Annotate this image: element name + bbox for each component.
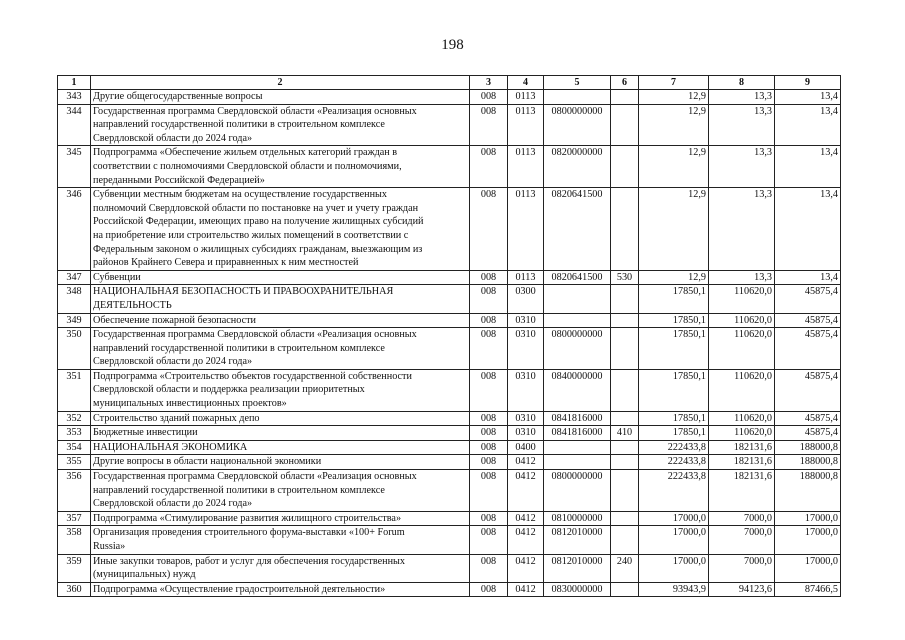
target-article-code: 0800000000 — [544, 104, 611, 146]
amount-col-8: 110620,0 — [709, 369, 775, 411]
table-row — [58, 270, 841, 285]
row-name-line: муниципальных инвестиционных проектов» — [93, 398, 287, 410]
row-name-line: Подпрограмма «Стимулирование развития жилищного строительства» — [93, 512, 402, 524]
table-row — [58, 426, 841, 441]
expense-type-code — [611, 90, 639, 105]
amount-col-8: 7000,0 — [709, 554, 775, 582]
amount-col-9: 188000,8 — [775, 455, 841, 470]
row-name-line: Государственная программа Свердловской области «Реализация основных — [93, 105, 417, 117]
target-article-code — [544, 285, 611, 313]
ministry-code: 008 — [470, 554, 508, 582]
ministry-code: 008 — [470, 582, 508, 597]
row-name — [91, 104, 470, 146]
amount-col-7: 12,9 — [639, 104, 709, 146]
row-name-line: Другие вопросы в области национальной экономики — [93, 456, 322, 468]
amount-col-8: 110620,0 — [709, 426, 775, 441]
amount-col-7: 17000,0 — [639, 554, 709, 582]
target-article-code — [544, 313, 611, 328]
column-header-6: 6 — [611, 76, 639, 90]
amount-col-7: 222433,8 — [639, 455, 709, 470]
row-name-line: Организация проведения строительного форума-выставки «100+ Forum — [93, 527, 405, 539]
amount-col-8: 110620,0 — [709, 411, 775, 426]
row-number: 355 — [58, 455, 91, 470]
row-name-line: (муниципальных) нужд — [93, 569, 196, 581]
row-name-line: переданными Российской Федерацией» — [93, 174, 265, 186]
target-article-code: 0820641500 — [544, 188, 611, 271]
column-header-7: 7 — [639, 76, 709, 90]
table-row — [58, 470, 841, 512]
amount-col-7: 17000,0 — [639, 526, 709, 554]
amount-col-9: 45875,4 — [775, 411, 841, 426]
ministry-code: 008 — [470, 455, 508, 470]
column-header-3: 3 — [470, 76, 508, 90]
amount-col-9: 87466,5 — [775, 582, 841, 597]
amount-col-7: 17850,1 — [639, 313, 709, 328]
amount-col-7: 17850,1 — [639, 411, 709, 426]
table-row — [58, 526, 841, 554]
row-name-line: НАЦИОНАЛЬНАЯ ЭКОНОМИКА — [93, 441, 248, 453]
row-name — [91, 470, 470, 512]
row-name-line: направлений государственной политики в строительном комплексе — [93, 119, 385, 131]
amount-col-9: 17000,0 — [775, 526, 841, 554]
row-number: 344 — [58, 104, 91, 146]
amount-col-9: 17000,0 — [775, 554, 841, 582]
row-name-line: Свердловской области до 2024 года» — [93, 356, 253, 368]
row-name-line: на приобретение или строительство жилых помещений в соответствии с — [93, 229, 409, 241]
table-row — [58, 285, 841, 313]
amount-col-7: 222433,8 — [639, 470, 709, 512]
target-article-code: 0820641500 — [544, 270, 611, 285]
row-name — [91, 440, 470, 455]
row-name-line: Другие общегосударственные вопросы — [93, 91, 263, 102]
row-name-line: полномочий Свердловской области по постановке на учет и учету граждан — [93, 202, 419, 214]
amount-col-8: 182131,6 — [709, 440, 775, 455]
target-article-code: 0820000000 — [544, 146, 611, 188]
target-article-code — [544, 440, 611, 455]
row-number: 346 — [58, 188, 91, 271]
expense-type-code — [611, 369, 639, 411]
row-name-line: Свердловской области до 2024 года» — [93, 498, 253, 510]
target-article-code: 0812010000 — [544, 554, 611, 582]
amount-col-7: 222433,8 — [639, 440, 709, 455]
row-name-line: Подпрограмма «Осуществление градостроительной деятельности» — [93, 583, 386, 595]
column-header-5: 5 — [544, 76, 611, 90]
table-row — [58, 90, 841, 105]
amount-col-8: 7000,0 — [709, 511, 775, 526]
page-number: 198 — [441, 37, 464, 53]
column-header-4: 4 — [508, 76, 544, 90]
row-number: 360 — [58, 582, 91, 597]
row-name-line: Подпрограмма «Строительство объектов государственной собственности — [93, 370, 412, 382]
amount-col-9: 13,4 — [775, 104, 841, 146]
row-name-line: Субвенции местным бюджетам на осуществление государственных — [93, 189, 387, 201]
column-header-1: 1 — [58, 76, 91, 90]
amount-col-8: 110620,0 — [709, 285, 775, 313]
table-row — [58, 511, 841, 526]
budget-table — [57, 75, 841, 597]
section-code: 0412 — [508, 511, 544, 526]
expense-type-code — [611, 146, 639, 188]
amount-col-8: 182131,6 — [709, 470, 775, 512]
section-code: 0412 — [508, 526, 544, 554]
row-name — [91, 411, 470, 426]
amount-col-9: 45875,4 — [775, 313, 841, 328]
target-article-code: 0840000000 — [544, 369, 611, 411]
amount-col-7: 17850,1 — [639, 285, 709, 313]
target-article-code: 0812010000 — [544, 526, 611, 554]
row-name-line: Государственная программа Свердловской области «Реализация основных — [93, 329, 417, 341]
row-name-line: направлений государственной политики в строительном комплексе — [93, 342, 385, 354]
section-code: 0412 — [508, 582, 544, 597]
target-article-code: 0810000000 — [544, 511, 611, 526]
section-code: 0412 — [508, 470, 544, 512]
row-name-line: направлений государственной политики в строительном комплексе — [93, 484, 385, 496]
amount-col-9: 13,4 — [775, 188, 841, 271]
table-row — [58, 313, 841, 328]
ministry-code: 008 — [470, 440, 508, 455]
row-name — [91, 455, 470, 470]
ministry-code: 008 — [470, 188, 508, 271]
expense-type-code: 240 — [611, 554, 639, 582]
ministry-code: 008 — [470, 90, 508, 105]
row-number: 347 — [58, 270, 91, 285]
amount-col-9: 45875,4 — [775, 328, 841, 370]
row-number: 343 — [58, 90, 91, 105]
amount-col-7: 93943,9 — [639, 582, 709, 597]
amount-col-7: 17850,1 — [639, 369, 709, 411]
expense-type-code — [611, 526, 639, 554]
ministry-code: 008 — [470, 511, 508, 526]
expense-type-code — [611, 470, 639, 512]
target-article-code — [544, 90, 611, 105]
section-code: 0113 — [508, 104, 544, 146]
row-name — [91, 526, 470, 554]
expense-type-code — [611, 313, 639, 328]
expense-type-code — [611, 104, 639, 146]
row-number: 349 — [58, 313, 91, 328]
expense-type-code — [611, 511, 639, 526]
amount-col-7: 17850,1 — [639, 328, 709, 370]
ministry-code: 008 — [470, 270, 508, 285]
row-name-line: Свердловской области до 2024 года» — [93, 132, 253, 144]
table-row — [58, 582, 841, 597]
table-row — [58, 146, 841, 188]
table-row — [58, 455, 841, 470]
amount-col-8: 110620,0 — [709, 328, 775, 370]
amount-col-8: 182131,6 — [709, 455, 775, 470]
row-name-line: Субвенции — [93, 271, 141, 283]
row-name-line: Russia» — [93, 541, 126, 552]
expense-type-code — [611, 411, 639, 426]
table-row — [58, 554, 841, 582]
section-code: 0310 — [508, 313, 544, 328]
row-number: 351 — [58, 369, 91, 411]
ministry-code: 008 — [470, 328, 508, 370]
table-body — [58, 90, 841, 597]
row-name-line: ДЕЯТЕЛЬНОСТЬ — [93, 299, 172, 311]
amount-col-8: 13,3 — [709, 104, 775, 146]
amount-col-9: 45875,4 — [775, 426, 841, 441]
row-number: 357 — [58, 511, 91, 526]
row-name — [91, 328, 470, 370]
ministry-code: 008 — [470, 313, 508, 328]
row-name — [91, 285, 470, 313]
row-name — [91, 554, 470, 582]
ministry-code: 008 — [470, 104, 508, 146]
section-code: 0310 — [508, 328, 544, 370]
amount-col-9: 45875,4 — [775, 369, 841, 411]
row-number: 353 — [58, 426, 91, 441]
expense-type-code — [611, 285, 639, 313]
table-row — [58, 440, 841, 455]
row-name — [91, 146, 470, 188]
row-name — [91, 582, 470, 597]
expense-type-code — [611, 188, 639, 271]
section-code: 0300 — [508, 285, 544, 313]
target-article-code: 0800000000 — [544, 328, 611, 370]
row-number: 356 — [58, 470, 91, 512]
table-row — [58, 369, 841, 411]
table-row — [58, 188, 841, 271]
row-name-line: Строительство зданий пожарных депо — [93, 412, 260, 424]
row-name-line: Федеральным законом о жилищных субсидиях гражданам, выезжающим из — [93, 243, 423, 255]
ministry-code: 008 — [470, 426, 508, 441]
expense-type-code: 410 — [611, 426, 639, 441]
amount-col-9: 188000,8 — [775, 470, 841, 512]
table-row — [58, 104, 841, 146]
section-code: 0412 — [508, 554, 544, 582]
amount-col-7: 17000,0 — [639, 511, 709, 526]
target-article-code: 0800000000 — [544, 470, 611, 512]
row-number: 345 — [58, 146, 91, 188]
row-name-line: Свердловской области и поддержка реализации приоритетных — [93, 384, 365, 396]
row-name — [91, 511, 470, 526]
amount-col-8: 94123,6 — [709, 582, 775, 597]
amount-col-9: 188000,8 — [775, 440, 841, 455]
amount-col-8: 13,3 — [709, 146, 775, 188]
ministry-code: 008 — [470, 369, 508, 411]
row-name — [91, 188, 470, 271]
row-name-line: Обеспечение пожарной безопасности — [93, 314, 257, 326]
amount-col-8: 110620,0 — [709, 313, 775, 328]
section-code: 0412 — [508, 455, 544, 470]
expense-type-code: 530 — [611, 270, 639, 285]
column-header-9: 9 — [775, 76, 841, 90]
amount-col-9: 45875,4 — [775, 285, 841, 313]
row-name-line: районов Крайнего Севера и приравненных к ним местностей — [93, 257, 359, 269]
column-header-8: 8 — [709, 76, 775, 90]
amount-col-7: 12,9 — [639, 188, 709, 271]
row-number: 350 — [58, 328, 91, 370]
row-name — [91, 426, 470, 441]
row-name-line: соответствии с полномочиями Свердловской области и полномочиями, — [93, 160, 402, 172]
row-name — [91, 313, 470, 328]
row-name-line: НАЦИОНАЛЬНАЯ БЕЗОПАСНОСТЬ И ПРАВООХРАНИТЕЛЬНАЯ — [93, 286, 394, 298]
ministry-code: 008 — [470, 470, 508, 512]
row-number: 358 — [58, 526, 91, 554]
table-row — [58, 411, 841, 426]
target-article-code: 0841816000 — [544, 426, 611, 441]
amount-col-7: 17850,1 — [639, 426, 709, 441]
amount-col-9: 17000,0 — [775, 511, 841, 526]
amount-col-8: 13,3 — [709, 188, 775, 271]
expense-type-code — [611, 440, 639, 455]
section-code: 0310 — [508, 411, 544, 426]
row-name — [91, 90, 470, 105]
expense-type-code — [611, 455, 639, 470]
amount-col-8: 7000,0 — [709, 526, 775, 554]
row-number: 354 — [58, 440, 91, 455]
column-header-2: 2 — [91, 76, 470, 90]
section-code: 0113 — [508, 188, 544, 271]
ministry-code: 008 — [470, 526, 508, 554]
section-code: 0113 — [508, 270, 544, 285]
expense-type-code — [611, 328, 639, 370]
amount-col-9: 13,4 — [775, 146, 841, 188]
ministry-code: 008 — [470, 146, 508, 188]
amount-col-7: 12,9 — [639, 270, 709, 285]
section-code: 0310 — [508, 369, 544, 411]
row-name — [91, 270, 470, 285]
row-name — [91, 369, 470, 411]
row-name-line: Подпрограмма «Обеспечение жильем отдельных категорий граждан в — [93, 147, 398, 159]
section-code: 0113 — [508, 90, 544, 105]
row-name-line: Бюджетные инвестиции — [93, 427, 198, 439]
ministry-code: 008 — [470, 285, 508, 313]
amount-col-7: 12,9 — [639, 146, 709, 188]
expense-type-code — [611, 582, 639, 597]
row-number: 359 — [58, 554, 91, 582]
target-article-code: 0830000000 — [544, 582, 611, 597]
row-number: 348 — [58, 285, 91, 313]
target-article-code: 0841816000 — [544, 411, 611, 426]
row-name-line: Иные закупки товаров, работ и услуг для обеспечения государственных — [93, 555, 405, 567]
section-code: 0400 — [508, 440, 544, 455]
row-name-line: Государственная программа Свердловской области «Реализация основных — [93, 471, 417, 483]
amount-col-8: 13,3 — [709, 270, 775, 285]
amount-col-7: 12,9 — [639, 90, 709, 105]
row-number: 352 — [58, 411, 91, 426]
amount-col-9: 13,4 — [775, 270, 841, 285]
row-name-line: Российской Федерации, имеющих право на получение жилищных субсидий — [93, 216, 424, 228]
target-article-code — [544, 455, 611, 470]
amount-col-9: 13,4 — [775, 90, 841, 105]
amount-col-8: 13,3 — [709, 90, 775, 105]
section-code: 0113 — [508, 146, 544, 188]
table-row — [58, 328, 841, 370]
ministry-code: 008 — [470, 411, 508, 426]
section-code: 0310 — [508, 426, 544, 441]
header-row — [58, 76, 841, 90]
